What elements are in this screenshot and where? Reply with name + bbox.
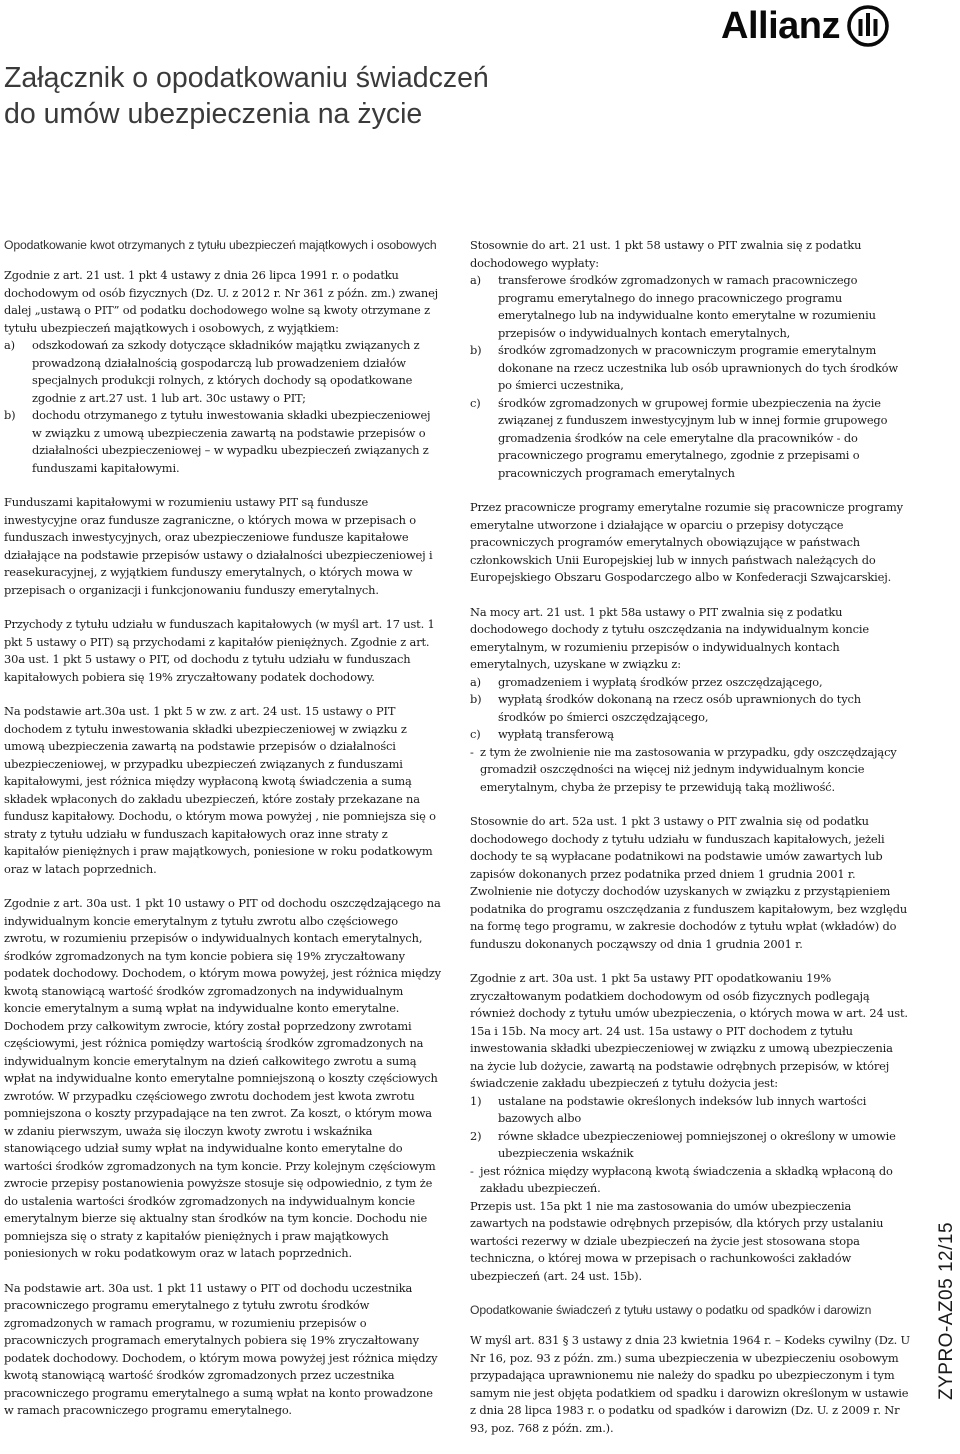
document-code: ZYPRO-AZ05 12/15	[936, 1221, 957, 1400]
right-column	[470, 237, 910, 1454]
dash-clause: - z tym że zwolnienie nie ma zastosowania w przypadku, gdy oszczędzający gromadził oszczędności na więcej niż jednym indywidualnym koncie emerytalnym, chyba że przepisy te przewidują taką możliwość.	[470, 744, 910, 797]
list-item	[470, 691, 910, 726]
allianz-eagle-icon	[846, 4, 890, 48]
list-item	[470, 342, 910, 395]
list-text: ustalane na podstawie określonych indeksów lub innych wartości bazowych albo	[498, 1093, 867, 1125]
paragraph: Zgodnie z art. 30a ust. 1 pkt 5a ustawy PIT opodatkowaniu 19% zryczałtowanym podatkiem dochodowym od osób fizycznych podlegają również dochody z tytułu umów ubezpieczenia, o których mowa w art. 24 ust. 15a i 15b. Na mocy art. 24 ust. 15a ustawy o PIT dochodem z tytułu inwestowania składki ubezpieczeniowej w związku z umową ubezpieczenia na życie lub dożycie, zawartą na podstawie odrębnych przepisów, w której świadczenie zakładu ubezpieczeń z tytułu dożycia jest:	[470, 971, 908, 1090]
exception-list	[4, 337, 442, 477]
title-line-1: Załącznik o opodatkowaniu świadczeń	[4, 62, 489, 94]
list-item	[470, 674, 910, 692]
list-label: b)	[470, 343, 482, 357]
list-item	[470, 1128, 910, 1163]
paragraph: Przez pracownicze programy emerytalne rozumie się pracownicze programy emerytalne utworzone i działające w oparciu o przepisy dotyczące pracowniczych programów emerytalnych obowiązujące w państwach członkowskich Unii Europejskiej lub w innych państwach należących do Europejskiego Obszaru Gospodarczego albo w Konfederacji Szwajcarskiej.	[470, 500, 903, 584]
list-label: a)	[470, 674, 481, 689]
index-list	[470, 1093, 910, 1163]
dash-text: jest różnica między wypłaconą kwotą świadczenia a składką wpłaconą do zakładu ubezpieczeń.	[480, 1163, 893, 1195]
paragraph: Przepis ust. 15a pkt 1 nie ma zastosowania do umów ubezpieczenia zawartych na podstawie odrębnych przepisów, dla których przy ustalaniu wartości rezerwy w dziale ubezpieczeń na życie jest stosowana stopa techniczna, o której mowa w przepisach o rachunkowości zakładów ubezpieczeń (art. 24 ust. 15b).	[470, 1198, 884, 1283]
paragraph: Zgodnie z art. 30a ust. 1 pkt 10 ustawy o PIT od dochodu oszczędzającego na indywidualnym koncie emerytalnym z tytułu zwrotu albo częściowego zwrotu, w rozumieniu przepisów o indywidualnych kontach emerytalnych, środków zgromadzonych na tym koncie pobiera się 19% zryczałtowany podatek dochodowy. Dochodem, o którym mowa powyżej, jest różnica między kwotą stanowiącą wartość środków zgromadzonych na indywidualnym koncie emerytalnym a sumą wpłat na indywidualne konto emerytalne. Dochodem przy całkowitym zwrocie, który został poprzedzony zwrotami częściowymi, jest różnica pomiędzy wartością środków zgromadzonych na indywidualnym koncie emerytalnym na dzień całkowitego zwrotu a sumą wpłat na indywidualne konto emerytalne pomniejszoną o koszty częściowych zwrotów. W przypadku częściowego zwrotu dochodem jest kwota zwrotu pomniejszona o koszty przypadające na ten zwrot. Za koszt, o którym mowa w zdaniu pierwszym, uważa się iloczyn kwoty zwrotu i wskaźnika stanowiącego udział sumy wpłat na indywidualne konto emerytalne do wartości środków zgromadzonych na tym koncie. Przy kolejnym częściowym zwrocie przepisy postanowienia powyższe stosuje się odpowiednio, z tym że do ustalenia wartości środków zgromadzonych na indywidualnym koncie emerytalnym bierze się aktualny stan środków na tym koncie. Dochodu nie pomniejsza się o straty z kapitałów pieniężnych i praw majątkowych poniesionych w roku podatkowym oraz w latach poprzednich.	[4, 896, 441, 1260]
list-label: c)	[470, 395, 481, 410]
list-text: wypłatą środków dokonaną na rzecz osób uprawnionych do tych środków po śmierci oszczędzającego,	[498, 692, 861, 724]
paragraph: Funduszami kapitałowymi w rozumieniu ustawy PIT są fundusze inwestycyjne oraz fundusze zagraniczne, o których mowa w przepisach o funduszach inwestycyjnych, oraz ubezpieczeniowe fundusze kapitałowe działające na podstawie przepisów ustawy o działalności ubezpieczeniowej i reasekuracyjnej, z wyjątkiem funduszy emerytalnych, o których mowa w przepisach o organizacji i funkcjonowaniu funduszy emerytalnych.	[4, 495, 433, 597]
paragraph: Na podstawie art. 30a ust. 1 pkt 11 ustawy o PIT od dochodu uczestnika pracowniczego programu emerytalnego z tytułu zwrotu środków zgromadzonych w ramach programu, w rozumieniu przepisów o pracowniczych programach emerytalnych pobiera się 19% zryczałtowany podatek dochodowy. Dochodem, o którym mowa powyżej jest różnica między kwotą stanowiącą wartość środków zgromadzonych przez uczestnika pracowniczego programu emerytalnego a sumą wpłat na konto prowadzone w ramach pracowniczego programu emerytalnego.	[4, 1280, 438, 1417]
list-label: b)	[4, 408, 16, 422]
list-text: wypłatą transferową	[498, 727, 614, 741]
list-text: środków zgromadzonych w pracowniczym programie emerytalnym dokonane na rzecz uczestnika lub osób uprawnionych do tych środków po śmierci uczestnika,	[498, 343, 898, 392]
left-column	[4, 237, 442, 1437]
title-line-2: do umów ubezpieczenia na życie	[4, 98, 423, 130]
paragraph: Na podstawie art.30a ust. 1 pkt 5 w zw. z art. 24 ust. 15 ustawy o PIT dochodem z tytułu inwestowania składki ubezpieczeniowej w związku z umową ubezpieczenia zawartą na podstawie przepisów o działalności ubezpieczeniowej, w przypadku ubezpieczeń związanych z funduszami kapitałowymi, jest różnica między wypłaconą kwotą świadczenia a sumą składek wpłaconych do zakładu ubezpieczeń, które zostały przekazane na fundusz kapitałowy. Dochodu, o którym mowa powyżej , nie pomniejsza się o straty z tytułu udziału w funduszach kapitałowych oraz inne straty z kapitałów pieniężnych i praw majątkowych, poniesione w roku podatkowym oraz w latach poprzednich.	[4, 704, 436, 876]
list-item	[470, 272, 910, 342]
list-item	[470, 726, 910, 744]
list-text: dochodu otrzymanego z tytułu inwestowania składki ubezpieczeniowej w związku z umową ubezpieczenia zawartą na podstawie przepisów o działalności ubezpieczeniowej – w wypadku ubezpieczeń związanych z funduszami kapitałowymi.	[32, 408, 431, 475]
paragraph: Na mocy art. 21 ust. 1 pkt 58a ustawy o PIT zwalnia się z podatku dochodowego dochody z tytułu oszczędzania na indywidualnym koncie emerytalnym, w rozumieniu przepisów o indywidualnych kontach emerytalnych, uzyskane w związku z:	[470, 604, 869, 671]
list-text: środków zgromadzonych w grupowej formie ubezpieczenia na życie związanej z funduszem inwestycyjnym lub w innej formie grupowego gromadzenia środków na cele emerytalne dla pracowników - do pracowniczego programu emerytalnego, zgodnie z przepisami o pracowniczych programach emerytalnych	[498, 395, 888, 480]
paragraph: Przychody z tytułu udziału w funduszach kapitałowych (w myśl art. 17 ust. 1 pkt 5 ustawy o PIT) są przychodami z kapitałów pieniężnych. Zgodnie z art. 30a ust. 1 pkt 5 ustawy o PIT, od dochodu z tytułu udziału w funduszach kapitałowych pobiera się 19% zryczałtowany podatek dochodowy.	[4, 617, 435, 684]
list-label: a)	[4, 338, 15, 352]
list-item	[4, 337, 442, 407]
list-item	[470, 395, 910, 483]
list-text: równe składce ubezpieczeniowej pomniejszonej o określony w umowie ubezpieczenia wskaźnik	[498, 1128, 896, 1160]
dash-clause: - jest różnica między wypłaconą kwotą świadczenia a składką wpłaconą do zakładu ubezpieczeń.	[470, 1163, 910, 1198]
paragraph: Stosownie do art. 21 ust. 1 pkt 58 ustawy o PIT zwalnia się z podatku dochodowego wypłaty:	[470, 238, 862, 270]
dash-text: z tym że zwolnienie nie ma zastosowania w przypadku, gdy oszczędzający gromadził oszczędności na więcej niż jednym indywidualnym koncie emerytalnym, chyba że przepisy te przewidują taką możliwość.	[480, 744, 897, 794]
list-item	[4, 407, 442, 477]
list-text: transferowe środków zgromadzonych w ramach pracowniczego programu emerytalnego do innego pracowniczego programu emerytalnego lub na indywidualne konto emerytalne w rozumieniu przepisów o indywidualnych kontach emerytalnych,	[498, 273, 876, 340]
allianz-logo	[721, 4, 890, 48]
section-heading-property-personal: Opodatkowanie kwot otrzymanych z tytułu ubezpieczeń majątkowych i osobowych	[4, 238, 437, 252]
section-heading-inheritance: Opodatkowanie świadczeń z tytułu ustawy o podatku od spadków i darowizn	[470, 1303, 872, 1317]
list-text: odszkodowań za szkody dotyczące składników majątku związanych z prowadzoną działalnością gospodarczą lub prowadzeniem działów specjalnych produkcji rolnych, z których dochody są opodatkowane zgodnie z art.27 ust. 1 lub art. 30c ustawy o PIT;	[32, 338, 420, 405]
page-title	[4, 60, 724, 132]
list-label: 2)	[470, 1128, 482, 1143]
ike-list	[470, 674, 910, 744]
list-label: b)	[470, 692, 482, 706]
list-label: 1)	[470, 1093, 482, 1108]
list-label: a)	[470, 273, 481, 287]
paragraph: Stosownie do art. 52a ust. 1 pkt 3 ustawy o PIT zwalnia się od podatku dochodowego dochody z tytułu udziału w funduszach kapitałowych, jeżeli dochody te są wypłacane podatnikowi na podstawie umów zawartych lub zapisów dokonanych przez podatnika przed dniem 1 grudnia 2001 r. Zwolnienie nie dotyczy dochodów uzyskanych w związku z przystąpieniem podatnika do programu oszczędzania z funduszem kapitałowym, bez względu na formę tego programu, w zakresie dochodów z tytułu wpłat (wkładów) do funduszu dokonanych począwszy od dnia 1 grudnia 2001 r.	[470, 814, 908, 951]
list-item	[470, 1093, 910, 1128]
exemption-list	[470, 272, 910, 482]
paragraph: W myśl art. 831 § 3 ustawy z dnia 23 kwietnia 1964 r. – Kodeks cywilny (Dz. U Nr 16, poz. 93 z późn. zm.) suma ubezpieczenia w ubezpieczeniu osobowym przypadająca uprawnionemu nie należy do spadku po ubezpieczonym i tym samym nie jest objęta podatkiem od spadku i darowizn określonym w ustawie z dnia 28 lipca 1983 r. o podatku od spadków i darowizn (Dz. U. z 2009 r. Nr 93, poz. 768 z późn. zm.).	[470, 1333, 910, 1435]
paragraph: Zgodnie z art. 21 ust. 1 pkt 4 ustawy z dnia 26 lipca 1991 r. o podatku dochodowym od osób fizycznych (Dz. U. z 2012 r. Nr 361 z późn. zm.) zwanej dalej „ustawą o PIT” od podatku dochodowego wolne są kwoty otrzymane z tytułu ubezpieczeń majątkowych i osobowych, z wyjątkiem:	[4, 268, 439, 335]
list-label: c)	[470, 727, 481, 741]
logo-wordmark: Allianz	[721, 5, 840, 47]
list-text: gromadzeniem i wypłatą środków przez oszczędzającego,	[498, 674, 823, 689]
